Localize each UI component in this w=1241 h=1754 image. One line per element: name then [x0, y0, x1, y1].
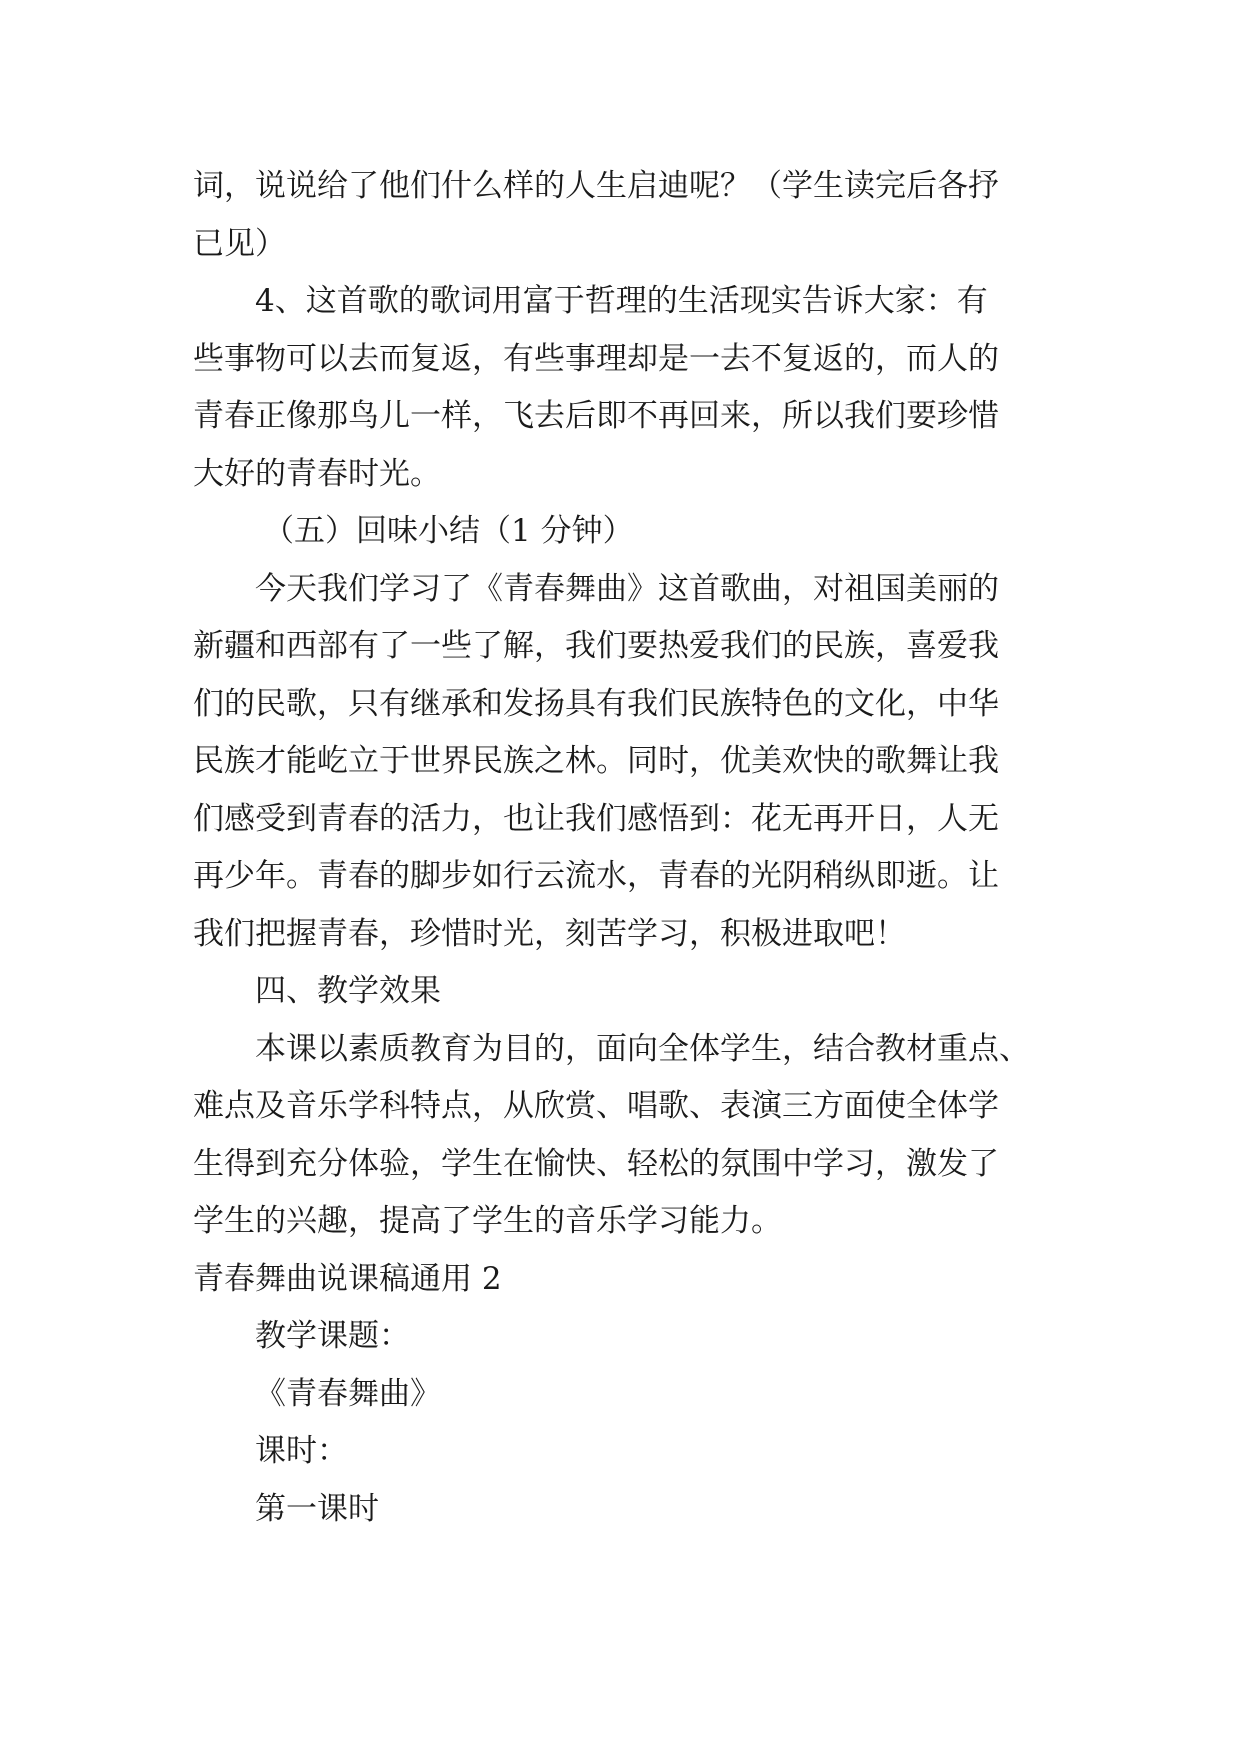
- text-line: 新疆和西部有了一些了解，我们要热爱我们的民族，喜爱我: [193, 628, 999, 664]
- paragraph-first-line: 4、这首歌的歌词用富于哲理的生活现实告诉大家：有: [255, 283, 988, 319]
- text-line: 生得到充分体验，学生在愉快、轻松的氛围中学习，激发了: [193, 1145, 999, 1182]
- field-value: 《青春舞曲》: [255, 1375, 441, 1412]
- text-line: 大好的青春时光。: [193, 455, 441, 492]
- text-line: 词，说说给了他们什么样的人生启迪呢？（学生读完后各抒: [193, 168, 999, 204]
- text-line: 学生的兴趣，提高了学生的音乐学习能力。: [193, 1203, 782, 1239]
- text-line: 些事物可以去而复返，有些事理却是一去不复返的，而人的: [193, 340, 999, 377]
- document-body: [193, 158, 1058, 1538]
- text-line: 青春正像那鸟儿一样，飞去后即不再回来，所以我们要珍惜: [193, 398, 999, 434]
- paragraph-first-line: 本课以素质教育为目的，面向全体学生，结合教材重点、: [255, 1030, 1030, 1067]
- field-label: 课时：: [255, 1433, 348, 1469]
- text-line: 我们把握青春，珍惜时光，刻苦学习，积极进取吧！: [193, 915, 906, 952]
- section-heading: （五）回味小结（1 分钟）: [263, 513, 634, 549]
- text-line: 民族才能屹立于世界民族之林。同时，优美欢快的歌舞让我: [193, 743, 999, 779]
- paragraph-first-line: 今天我们学习了《青春舞曲》这首歌曲，对祖国美丽的: [255, 570, 999, 607]
- text-line: 难点及音乐学科特点，从欣赏、唱歌、表演三方面使全体学: [193, 1088, 999, 1124]
- text-line: 们感受到青春的活力，也让我们感悟到：花无再开日，人无: [193, 800, 999, 837]
- field-label: 教学课题：: [255, 1318, 410, 1354]
- section-heading: 四、教学效果: [255, 973, 441, 1009]
- field-value: 第一课时: [255, 1490, 379, 1527]
- text-line: 们的民歌，只有继承和发扬具有我们民族特色的文化，中华: [193, 685, 999, 722]
- text-line: 再少年。青春的脚步如行云流水，青春的光阴稍纵即逝。让: [193, 858, 999, 894]
- text-line: 已见）: [193, 225, 286, 262]
- document-title: 青春舞曲说课稿通用 2: [193, 1260, 502, 1297]
